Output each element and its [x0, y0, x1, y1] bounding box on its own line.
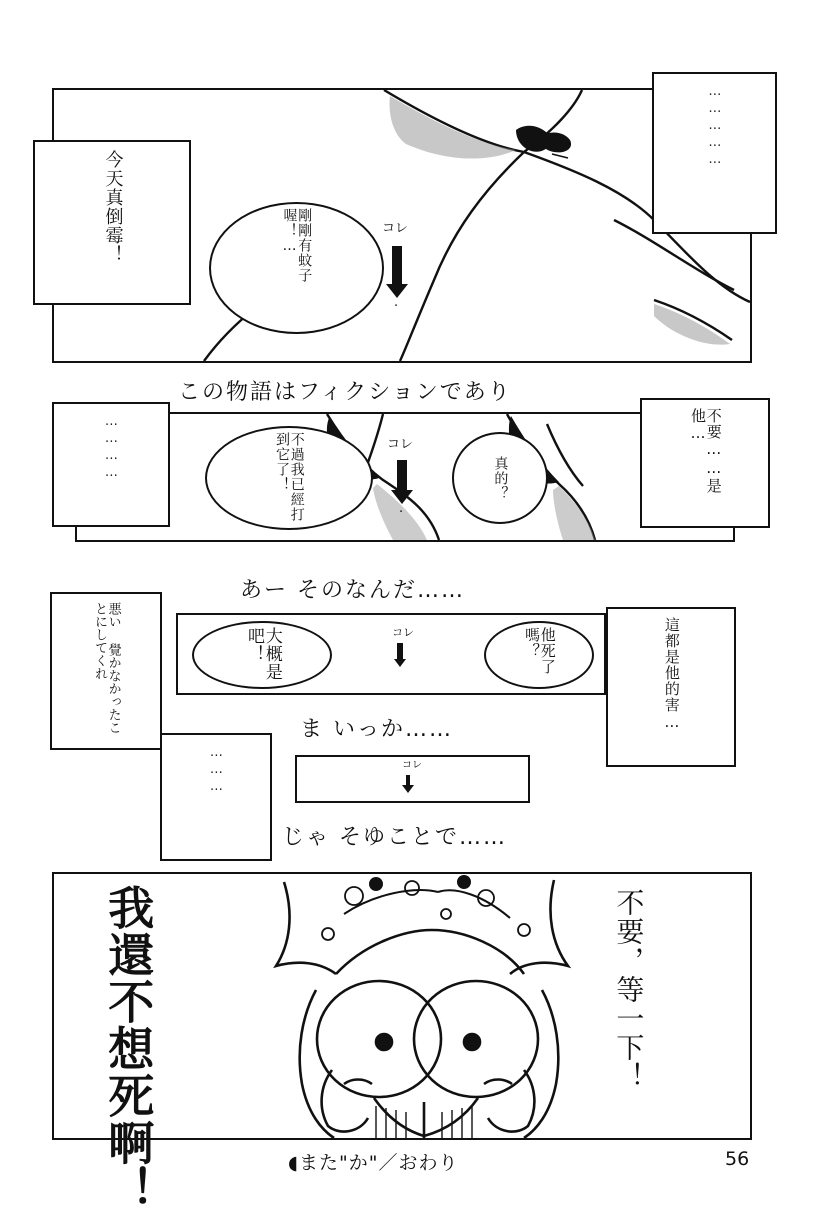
panel-2-arrow-head	[391, 490, 413, 504]
footer-title: ◖また"か"／おわり	[288, 1152, 459, 1174]
panel-2-left-bubble-text: 不過我已經打到它了！	[274, 432, 305, 522]
narration-3: ま いっか……	[300, 717, 453, 742]
panel-3-dots-box-text: ………	[208, 745, 224, 796]
panel-2	[75, 412, 735, 542]
panel-1-arrow-dot: ·	[394, 299, 399, 314]
panel-2-right-bubble	[452, 432, 548, 524]
panel-3	[176, 613, 606, 695]
panel-3-right-bubble-text: 他死了嗎？	[523, 627, 557, 675]
panel-3-right-box-text: 這都是他的害…	[662, 617, 681, 732]
panel-1-right-box-text: ……………	[707, 84, 723, 169]
panel-3-side-note	[50, 592, 162, 750]
panel-2-kore-label: コレ	[387, 437, 414, 452]
panel-1-speech-bubble	[209, 202, 384, 334]
panel-3-kore-label: コレ	[392, 626, 414, 639]
panel-1-arrow-head	[386, 284, 408, 298]
panel-3-left-bubble	[192, 621, 332, 689]
page-number: 56	[725, 1148, 750, 1170]
panel-2-left-bubble	[205, 426, 373, 530]
panel-2-right-bubble-text: 真的？	[492, 455, 509, 501]
panel-3-strip-kore-label: コレ	[402, 760, 422, 771]
panel-3-strip-arrow-head	[402, 785, 414, 793]
panel-4-left-text-value: 我還不想死啊！	[101, 884, 156, 1213]
panel-3-right-bubble	[484, 621, 594, 689]
narration-4: じゃ そゆことで……	[282, 825, 507, 850]
panel-1-kore-label: コレ	[382, 221, 409, 236]
panel-3-left-bubble-text: 大概是吧！	[244, 627, 282, 681]
panel-3-dots-box	[160, 733, 272, 861]
panel-4-right-text	[614, 888, 732, 1096]
panel-1-right-box	[652, 72, 777, 234]
panel-3-arrow-head	[394, 659, 406, 667]
panel-2-arrow-stem	[397, 460, 407, 492]
panel-3-strip	[295, 755, 530, 803]
panel-2-arrow-dot: ·	[399, 505, 404, 520]
narration-2: あー そのなんだ……	[240, 578, 465, 603]
panel-2-right-box-text: 不要……是他…	[689, 408, 723, 494]
panel-2-left-box	[52, 402, 170, 527]
panel-2-right-box	[640, 398, 770, 528]
panel-4-left-text	[101, 884, 297, 1220]
panel-1-left-note	[33, 140, 191, 305]
panel-2-left-box-text: …………	[103, 414, 119, 482]
panel-3-right-box	[606, 607, 736, 767]
panel-4-right-text-value: 不要，等一下！	[612, 888, 646, 1091]
panel-1-arrow-stem	[392, 246, 402, 286]
narration-1: この物語はフィクションであり	[178, 380, 512, 405]
panel-3-side-note-text: 悪い 覺かなかったことにしてくれ	[92, 602, 121, 734]
panel-1-bubble-text: 剛剛有蚊子喔！…	[281, 208, 313, 283]
panel-1-left-note-text: 今天真倒霉！	[102, 150, 124, 264]
